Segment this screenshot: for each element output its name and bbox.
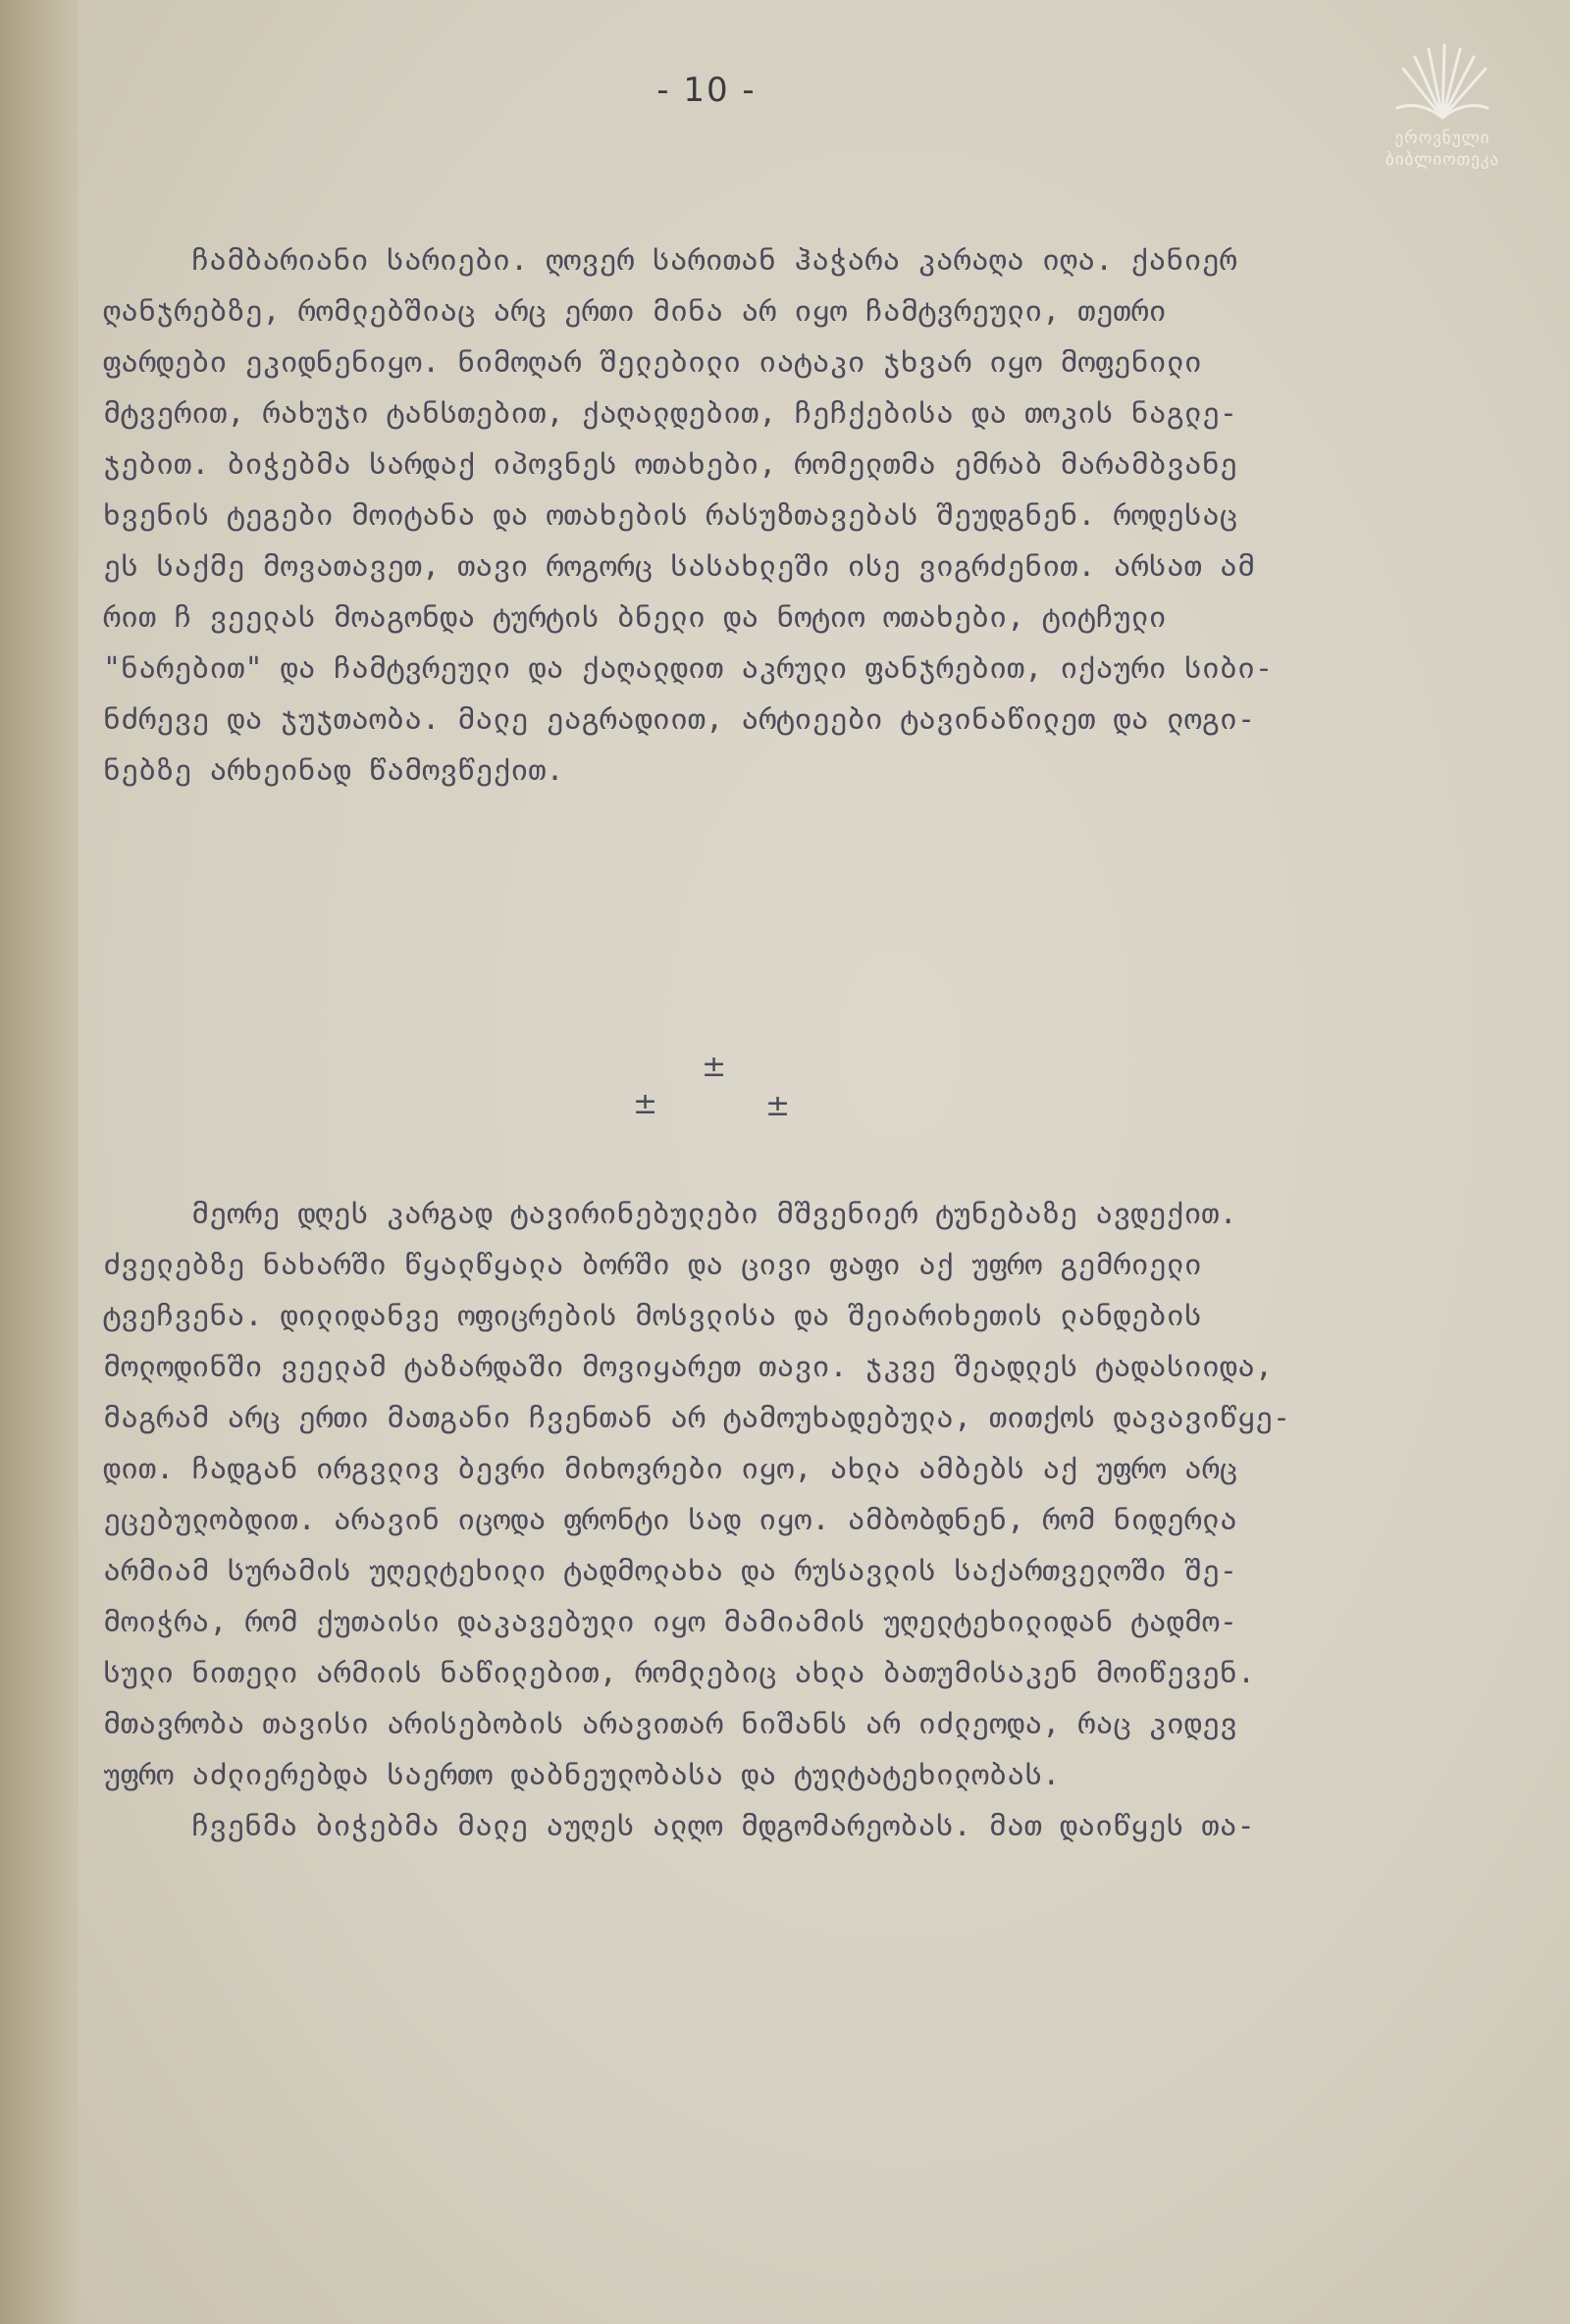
paragraph-1 bbox=[103, 235, 1496, 797]
book-fan-icon bbox=[1384, 39, 1501, 128]
text-line: ნებზე არხეინად წამოვწექით. bbox=[103, 753, 564, 788]
text-line: ტვეჩვენა. დილიდანვე ოფიცრების მოსვლისა და შეიარიხეთის ლანდების bbox=[103, 1299, 1202, 1333]
text-line: მეორე დღეს კარგად ტავირინებულები მშვენიერ ტუნებაზე ავდექით. bbox=[191, 1197, 1237, 1231]
text-line: არმიამ სურამის უღელტეხილი ტადმოლახა და რუსავლის საქართველოში შე- bbox=[103, 1554, 1237, 1588]
book-spine bbox=[0, 0, 78, 2324]
logo-text-line1: ეროვნული bbox=[1394, 129, 1491, 148]
separator-mark: ± bbox=[702, 1050, 727, 1084]
text-line: ეს საქმე მოვათავეთ, თავი როგორც სასახლეში ისე ვიგრძენით. არსათ ამ bbox=[103, 549, 1255, 584]
text-line: ძველებზე ნახარში წყალწყალა ბორში და ცივი ფაფი აქ უფრო გემრიელი bbox=[103, 1248, 1202, 1282]
text-line: მტვერით, რახუჯი ტანსთებით, ქაღალდებით, ჩეჩქებისა და თოკის ნაგლე- bbox=[103, 396, 1237, 431]
text-line: მოიჭრა, რომ ქუთაისი დაკავებული იყო მამიამის უღელტეხილიდან ტადმო- bbox=[103, 1605, 1237, 1639]
logo-text-line2: ბიბლიოთეკა bbox=[1385, 150, 1500, 170]
separator-mark: ± bbox=[765, 1089, 791, 1123]
text-line: ჯებით. ბიჭებმა სარდაქ იპოვნეს ოთახები, რომელთმა ემრაბ მარამბვანე bbox=[103, 447, 1237, 482]
separator-mark: ± bbox=[633, 1087, 658, 1121]
text-line: სული ნითელი არმიის ნაწილებით, რომლებიც ახლა ბათუმისაკენ მოიწევენ. bbox=[103, 1656, 1255, 1690]
paragraph-2 bbox=[103, 1189, 1496, 1852]
text-line: მოლოდინში ვეელამ ტაზარდაში მოვიყარეთ თავი. ჯკვე შეადლეს ტადასიიდა, bbox=[103, 1350, 1274, 1384]
text-line: ხვენის ტეგები მოიტანა და ოთახების რასუზთავებას შეუდგნენ. როდესაც bbox=[103, 498, 1237, 533]
text-line: უფრო აძლიერებდა საერთო დაბნეულობასა და ტულტატეხილობას. bbox=[103, 1758, 1061, 1792]
library-logo bbox=[1354, 39, 1531, 196]
text-line: ეცებულობდით. არავინ იცოდა ფრონტი სად იყო. ამბობდნენ, რომ ნიდერლა bbox=[103, 1503, 1237, 1537]
section-separator bbox=[618, 1050, 814, 1138]
text-line: მაგრამ არც ერთი მათგანი ჩვენთან არ ტამოუხადებულა, თითქოს დავავიწყე- bbox=[103, 1401, 1291, 1435]
text-line: ჩვენმა ბიჭებმა მალე აუღეს ალღო მდგომარეობას. მათ დაიწყეს თა- bbox=[191, 1809, 1255, 1843]
text-line: მთავრობა თავისი არისებობის არავითარ ნიშანს არ იძლეოდა, რაც კიდევ bbox=[103, 1707, 1237, 1741]
page-number: - 10 - bbox=[656, 71, 757, 110]
text-line: ფარდები ეკიდნენიყო. ნიმოღარ შელებილი იატაკი ჯხვარ იყო მოფენილი bbox=[103, 345, 1202, 380]
text-line: ღანჯრებზე, რომლებშიაც არც ერთი მინა არ იყო ჩამტვრეული, თეთრი bbox=[103, 294, 1167, 329]
text-line: რით ჩ ვეელას მოაგონდა ტურტის ბნელი და ნოტიო ოთახები, ტიტჩული bbox=[103, 600, 1167, 635]
text-line: ნძრევე და ჯუჯთაობა. მალე ეაგრადიით, არტიეები ტავინაწილეთ და ლოგი- bbox=[103, 702, 1255, 737]
text-line: დით. ჩადგან ირგვლივ ბევრი მიხოვრები იყო, ახლა ამბებს აქ უფრო არც bbox=[103, 1452, 1237, 1486]
text-line: "ნარებით" და ჩამტვრეული და ქაღალდით აკრული ფანჯრებით, იქაური სიბი- bbox=[103, 651, 1274, 686]
text-line: ჩამბარიანი სარიები. ღოვერ სარითან ჰაჭარა კარაღა იღა. ქანიერ bbox=[191, 243, 1237, 278]
